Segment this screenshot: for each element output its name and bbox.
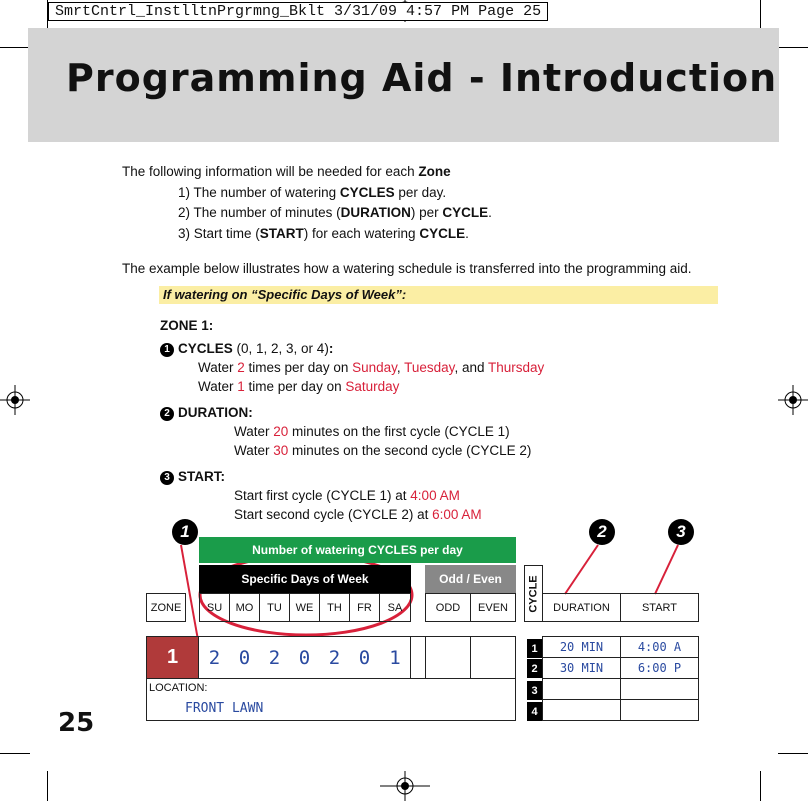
col-odd: ODD (425, 593, 471, 622)
col-start: START (620, 593, 699, 622)
step-2-icon: 2 (160, 407, 174, 421)
col-we: WE (289, 593, 320, 622)
intro-item-3: 3) Start time (START) for each watering CYCLE. (178, 226, 469, 241)
cycle-start-1[interactable]: 4:00 A (620, 636, 699, 658)
specific-days-header: Specific Days of Week (199, 565, 411, 593)
step-3-icon: 3 (160, 471, 174, 485)
day-value-mo[interactable]: 0 (238, 646, 251, 669)
duration-line-2: Water 30 minutes on the second cycle (CYCLE 2) (234, 443, 532, 458)
cycle-start-3[interactable] (620, 678, 699, 700)
cycle-vertical-cell: CYCLE (524, 565, 543, 622)
col-zone: ZONE (146, 593, 186, 622)
page-number: 25 (58, 708, 95, 738)
cycle-duration-2[interactable]: 30 MIN (542, 657, 621, 679)
cycle-duration-1[interactable]: 20 MIN (542, 636, 621, 658)
day-value-sa[interactable]: 1 (389, 646, 401, 669)
cycle-start-4[interactable] (620, 699, 699, 721)
day-value-tu[interactable]: 2 (268, 646, 281, 669)
col-tu: TU (259, 593, 290, 622)
example-line: The example below illustrates how a watering schedule is transferred into the programming aid. (122, 261, 692, 276)
callout-2-icon: 2 (589, 519, 615, 545)
zone-number-cell[interactable]: 1 (146, 636, 199, 679)
col-th: TH (319, 593, 350, 622)
cycle-row-number: 2 (527, 659, 542, 678)
callout-3-icon: 3 (668, 519, 694, 545)
odd-even-header: Odd / Even (425, 565, 516, 593)
even-value-cell[interactable] (470, 636, 516, 679)
cycle-start-2[interactable]: 6:00 P (620, 657, 699, 679)
cycles-line-1: Water 2 times per day on Sunday, Tuesday, and Thursday (198, 360, 545, 375)
intro-item-2: 2) The number of minutes (DURATION) per CYCLE. (178, 205, 492, 220)
day-value-we[interactable]: 0 (298, 646, 311, 669)
location-cell[interactable] (146, 678, 516, 721)
day-value-th[interactable]: 2 (328, 646, 341, 669)
spacer-cell (410, 636, 426, 679)
day-value-fr[interactable]: 0 (358, 646, 371, 669)
page-title: Programming Aid - Introduction (66, 56, 778, 100)
location-value: FRONT LAWN (185, 701, 264, 716)
cycle-row-number: 3 (527, 681, 542, 700)
col-even: EVEN (470, 593, 516, 622)
cycles-header-bar: Number of watering CYCLES per day (199, 537, 516, 563)
duration-line-1: Water 20 minutes on the first cycle (CYCLE 1) (234, 424, 510, 439)
callout-1-icon: 1 (172, 519, 198, 545)
print-slug: SmrtCntrl_InstlltnPrgrmng_Bklt 3/31/09 4:57 PM Page 25 (48, 2, 548, 21)
col-fr: FR (349, 593, 380, 622)
col-sa: SA (379, 593, 411, 622)
cycle-duration-3[interactable] (542, 678, 621, 700)
cycle-row-number: 4 (527, 702, 542, 721)
start-heading: 3 START: (160, 469, 225, 485)
zone-title: ZONE 1: (160, 318, 214, 333)
intro-item-1: 1) The number of watering CYCLES per day. (178, 185, 447, 200)
duration-heading: 2 DURATION: (160, 405, 253, 421)
cycles-line-2: Water 1 time per day on Saturday (198, 379, 400, 394)
location-label: LOCATION: (149, 682, 208, 694)
day-value-su[interactable]: 2 (208, 646, 221, 669)
col-duration: DURATION (542, 593, 621, 622)
intro-line: The following information will be needed for each Zone (122, 164, 451, 179)
cycle-duration-4[interactable] (542, 699, 621, 721)
cycles-heading: 1 CYCLES (0, 1, 2, 3, or 4): (160, 341, 333, 357)
odd-value-cell[interactable] (425, 636, 471, 679)
specific-days-note: If watering on “Specific Days of Week”: (159, 286, 718, 304)
col-mo: MO (229, 593, 260, 622)
start-line-1: Start first cycle (CYCLE 1) at 4:00 AM (234, 488, 460, 503)
cycle-row-number: 1 (527, 639, 542, 658)
col-su: SU (199, 593, 230, 622)
start-line-2: Start second cycle (CYCLE 2) at 6:00 AM (234, 507, 482, 522)
step-1-icon: 1 (160, 343, 174, 357)
